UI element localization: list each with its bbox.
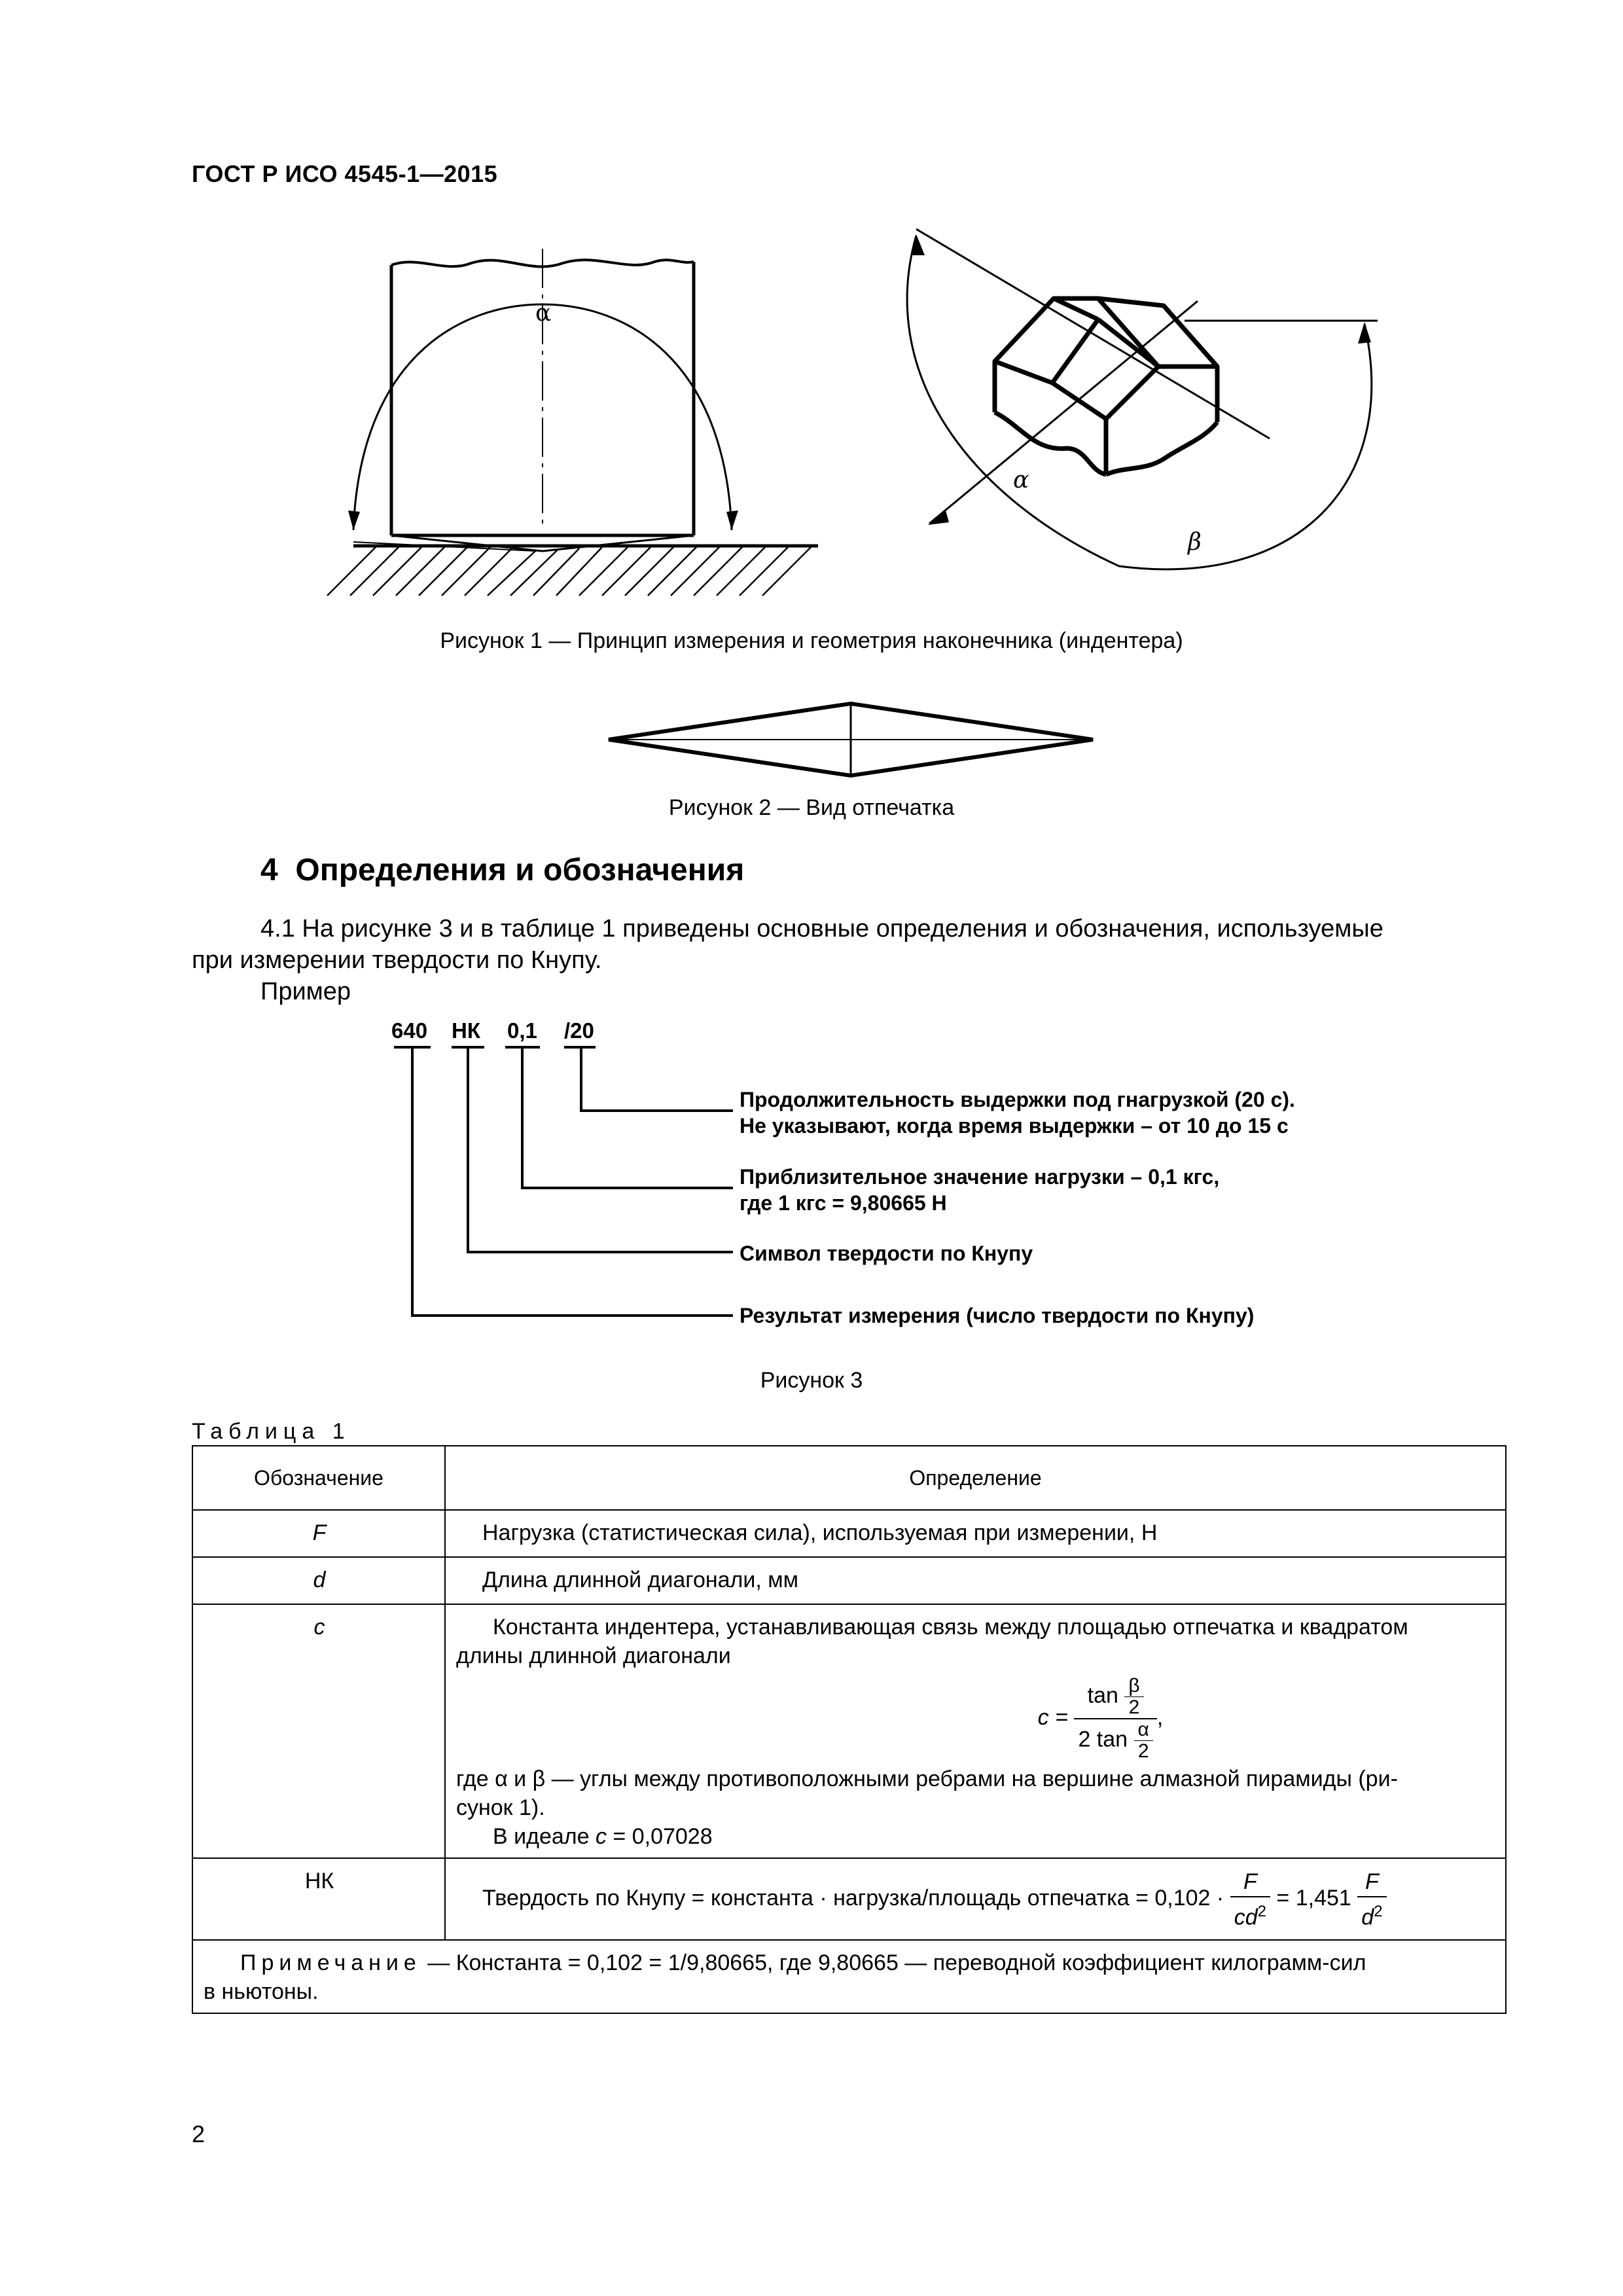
- beta-over-2: [1124, 1676, 1143, 1718]
- figure-2-caption: Рисунок 2 — Вид отпечатка: [668, 795, 955, 820]
- where-line: сунок 1).: [456, 1795, 545, 1820]
- formula-denominator: [1074, 1719, 1156, 1762]
- alpha-label: α: [535, 300, 552, 327]
- indenter-isometric-view: [907, 229, 1378, 569]
- ideal-line: [456, 1822, 1496, 1851]
- tan-label: tan: [1087, 1683, 1118, 1708]
- table-title: Таблица 1: [192, 1419, 351, 1444]
- d-symbol: d: [1361, 1905, 1374, 1930]
- note-text: — Константа = 0,102 = 1/9,80665, где 9,80665 — переводной коэффициент килограмм-сил: [421, 1950, 1366, 1975]
- section-title: Определения и обозначения: [295, 853, 745, 888]
- ideal-var: c: [595, 1824, 607, 1849]
- example-label: Пример: [260, 978, 351, 1005]
- desc-load-line2: где 1 кгс = 9,80665 Н: [740, 1191, 947, 1215]
- code-value: 640: [391, 1018, 428, 1043]
- table-header-row: [192, 1446, 1506, 1510]
- definitions-table: [192, 1445, 1507, 2014]
- header-symbol: Обозначение: [192, 1446, 445, 1510]
- alpha-over-2: [1134, 1719, 1153, 1762]
- ideal-prefix: В идеале: [493, 1824, 596, 1849]
- page-number: 2: [192, 2121, 205, 2147]
- frac-denominator: [1357, 1897, 1386, 1931]
- two: 2: [1128, 1696, 1140, 1718]
- formula-fraction: [1074, 1676, 1156, 1762]
- paragraph-line-2: при измерении твердости по Кнупу.: [192, 946, 602, 974]
- definition-cell: [445, 1604, 1506, 1858]
- symbol-cell: d: [192, 1557, 445, 1604]
- cd-symbol: cd: [1234, 1905, 1258, 1930]
- two-tan-label: 2 tan: [1078, 1727, 1128, 1752]
- desc-load-line1: Приблизительное значение нагрузки – 0,1 кгс,: [740, 1165, 1220, 1189]
- table-row: [192, 1557, 1506, 1604]
- table-row: [192, 1858, 1506, 1940]
- alpha-symbol: α: [1134, 1719, 1153, 1741]
- formula-lhs: c =: [1037, 1704, 1068, 1730]
- hk-fraction-2: [1357, 1867, 1386, 1931]
- note-cell: [192, 1940, 1506, 2013]
- figure-1-caption: Рисунок 1 — Принцип измерения и геометрия наконечника (индентера): [440, 628, 1183, 653]
- symbol-cell: НК: [192, 1858, 445, 1940]
- figure-3-caption: Рисунок 3: [760, 1368, 863, 1393]
- hk-fraction-1: [1230, 1867, 1270, 1931]
- figure-2-impression: [602, 697, 1099, 782]
- exponent: 2: [1374, 1903, 1383, 1921]
- desc-time-line2: Не указывают, когда время выдержки – от 10 до 15 с: [740, 1114, 1289, 1138]
- indenter-side-view: [327, 249, 818, 596]
- code-symbol: НК: [452, 1018, 480, 1043]
- beta-symbol: β: [1124, 1676, 1143, 1697]
- definition-line: Константа индентера, устанавливающая связь между площадью отпечатка и квадратом: [493, 1615, 1408, 1640]
- exponent: 2: [1257, 1903, 1266, 1921]
- two: 2: [1137, 1740, 1149, 1762]
- symbol-cell: c: [192, 1604, 445, 1858]
- definition-cell: Длина длинной диагонали, мм: [445, 1557, 1506, 1604]
- figure-1-indenter-geometry: [314, 223, 1400, 615]
- code-time: /20: [564, 1018, 594, 1043]
- desc-symbol: Символ твердости по Кнупу: [740, 1242, 1033, 1265]
- frac-numerator: F: [1230, 1867, 1270, 1897]
- header-definition: Определение: [445, 1446, 1506, 1510]
- note-line-2: в ньютоны.: [204, 1979, 319, 2004]
- hk-mid: = 1,451: [1276, 1886, 1351, 1911]
- section-number: 4: [260, 853, 278, 888]
- figure-3-leader-lines: [386, 1044, 740, 1325]
- formula-c: [456, 1670, 1496, 1765]
- table-row: [192, 1510, 1506, 1557]
- desc-result: Результат измерения (число твердости по Кнупу): [740, 1304, 1255, 1327]
- frac-numerator: F: [1357, 1867, 1386, 1897]
- formula-numerator: [1074, 1676, 1156, 1719]
- ideal-value: = 0,07028: [606, 1824, 713, 1849]
- where-line: где α и β — углы между противоположными ребрами на вершине алмазной пирамиды (ри-: [456, 1767, 1398, 1791]
- beta-label: β: [1188, 529, 1202, 556]
- paragraph-line-1: 4.1 На рисунке 3 и в таблице 1 приведены основные определения и обозначения, используемые: [260, 915, 1383, 942]
- section-heading: [260, 852, 744, 888]
- formula-comma: ,: [1156, 1704, 1164, 1730]
- desc-time-line1: Продолжительность выдержки под гнагрузкой (20 с).: [740, 1088, 1295, 1111]
- frac-denominator: [1230, 1897, 1270, 1931]
- alpha-label-iso: α: [1013, 467, 1029, 493]
- definition-line: длины длинной диагонали: [456, 1643, 731, 1668]
- table-note-row: [192, 1940, 1506, 2013]
- definition-cell: [445, 1858, 1506, 1940]
- note-line: [204, 1948, 1496, 1977]
- symbol-cell: F: [192, 1510, 445, 1557]
- definition-cell: Нагрузка (статистическая сила), используемая при измерении, Н: [445, 1510, 1506, 1557]
- table-row: [192, 1604, 1506, 1858]
- code-load: 0,1: [507, 1018, 537, 1043]
- hk-definition: Твердость по Кнупу = константа · нагрузка/площадь отпечатка = 0,102 ·: [482, 1886, 1224, 1911]
- note-label: Примечание: [240, 1950, 421, 1975]
- document-header: ГОСТ Р ИСО 4545-1—2015: [192, 160, 498, 187]
